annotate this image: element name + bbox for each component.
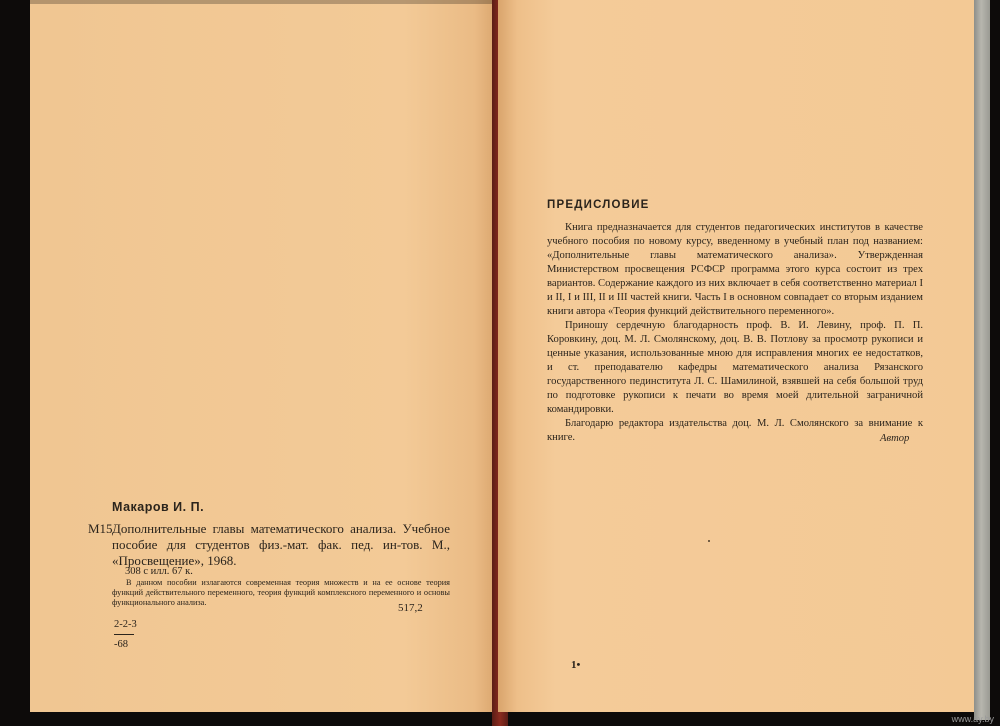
preface-paragraph: Приношу сердечную благодарность проф. В. И. Левину, проф. П. П. Коровкину, доц. М. Л. Смолянскому, доц. В. В. Потлову за просмотр рукописи и ценные указания, использованные мною для исправления многих ее недостатков, и ст. преподавателю кафедры математического анализа Рязанского государственного пединститута Л. С. Шамилиной, взявшей на себя большой труд по подготовке рукописи к печати во время моей длительной заграничной командировки. bbox=[547, 320, 923, 415]
preface-body bbox=[547, 221, 923, 445]
imprint-pages: 308 с илл. 67 к. bbox=[125, 566, 193, 577]
imprint-number-top: 2-2-3 bbox=[114, 619, 137, 630]
page-mark: 1• bbox=[571, 659, 581, 671]
paper-speck bbox=[708, 540, 710, 542]
imprint-classification: 517,2 bbox=[398, 602, 423, 614]
preface-paragraph: Книга предназначается для студентов педагогических институтов в качестве учебного пособия по новому курсу, введенному в учебный план под названием: «Дополнительные главы математического анализа». Утвержденная Министерством просвещения РСФСР программа этого курса состоит из трех вариантов. Содержание каждого из них включает в себя соответственно материал I и II, I и III, II и III частей книги. Часть I в основном совпадает со вторым изданием книги автора «Теория функций действительного переменного». bbox=[547, 222, 923, 317]
imprint-numbers bbox=[114, 618, 137, 652]
preface-paragraph: Благодарю редактора издательства доц. М. Л. Смолянского за внимание к книге. bbox=[547, 418, 923, 443]
preface-signature: Автор bbox=[880, 433, 910, 444]
left-page-top-shadow bbox=[30, 0, 498, 4]
imprint-annotation: В данном пособии излагаются современная теория множеств и на ее основе теория функций действительного переменного, теория функций комплексного переменного и основы функционального анализа. bbox=[112, 578, 450, 607]
watermark: www.ay.by bbox=[951, 714, 994, 724]
cover-edge bbox=[974, 0, 990, 720]
imprint-number-bottom: -68 bbox=[114, 639, 128, 650]
imprint-description: Дополнительные главы математического анализа. Учебное пособие для студентов физ.-мат. фак. пед. ин-тов. М., «Просвещение», 1968. bbox=[112, 521, 450, 568]
imprint-code: М15 bbox=[88, 521, 113, 536]
imprint-author: Макаров И. П. bbox=[112, 500, 205, 514]
preface-title: ПРЕДИСЛОВИЕ bbox=[547, 199, 650, 211]
imprint-number-divider bbox=[114, 633, 134, 635]
